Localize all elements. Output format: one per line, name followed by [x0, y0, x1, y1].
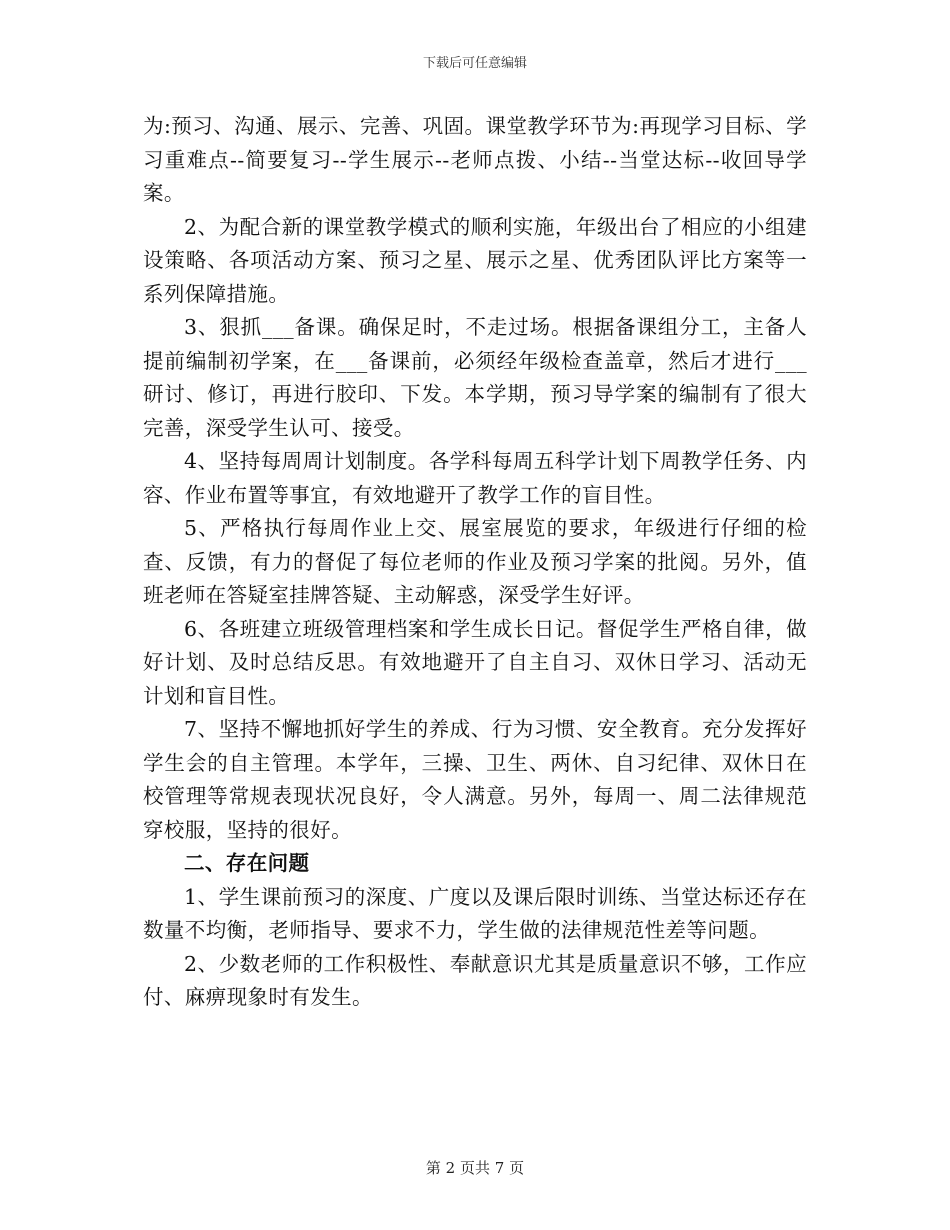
paragraph-item-4: 4、坚持每周周计划制度。各学科每周五科学计划下周教学任务、内容、作业布置等事宜，有效地避开了教学工作的盲目性。: [143, 449, 807, 507]
paragraph-continuation: 为:预习、沟通、展示、完善、巩固。课堂教学环节为:再现学习目标、学习重难点--简要复习--学生展示--老师点拨、小结--当堂达标--收回导学案。: [143, 114, 807, 205]
problem-item-1: 1、学生课前预习的深度、广度以及课后限时训练、当堂达标还存在数量不均衡，老师指导、要求不力，学生做的法律规范性差等问题。: [143, 884, 807, 942]
paragraph-item-7: 7、坚持不懈地抓好学生的养成、行为习惯、安全教育。充分发挥好学生会的自主管理。本学年，三操、卫生、两休、自习纪律、双休日在校管理等常规表现状况良好，令人满意。另外，每周一、周二法律规范穿校服，坚持的很好。: [143, 717, 807, 842]
document-body: [143, 110, 807, 1015]
paragraph-item-6: 6、各班建立班级管理档案和学生成长日记。督促学生严格自律，做好计划、及时总结反思。有效地避开了自主自习、双休日学习、活动无计划和盲目性。: [143, 616, 807, 708]
paragraph-item-2: 2、为配合新的课堂教学模式的顺利实施，年级出台了相应的小组建设策略、各项活动方案、预习之星、展示之星、优秀团队评比方案等一系列保障措施。: [143, 214, 807, 306]
page-footer: 第 2 页共 7 页: [425, 1159, 525, 1177]
paragraph-item-3: 3、狠抓___备课。确保足时，不走过场。根据备课组分工，主备人提前编制初学案，在___备课前，必须经年级检查盖章，然后才进行___研讨、修订，再进行胶印、下发。本学期，预习导学案的编制有了很大完善，深受学生认可、接受。: [143, 315, 807, 440]
page-header: 下载后可任意编辑: [422, 56, 527, 71]
paragraph-item-5: 5、严格执行每周作业上交、展室展览的要求，年级进行仔细的检查、反馈，有力的督促了每位老师的作业及预习学案的批阅。另外，值班老师在答疑室挂牌答疑、主动解惑，深受学生好评。: [143, 516, 807, 607]
problem-item-2: 2、少数老师的工作积极性、奉献意识尤其是质量意识不够，工作应付、麻痹现象时有发生。: [143, 951, 807, 1009]
section-heading: 二、存在问题: [184, 851, 310, 875]
